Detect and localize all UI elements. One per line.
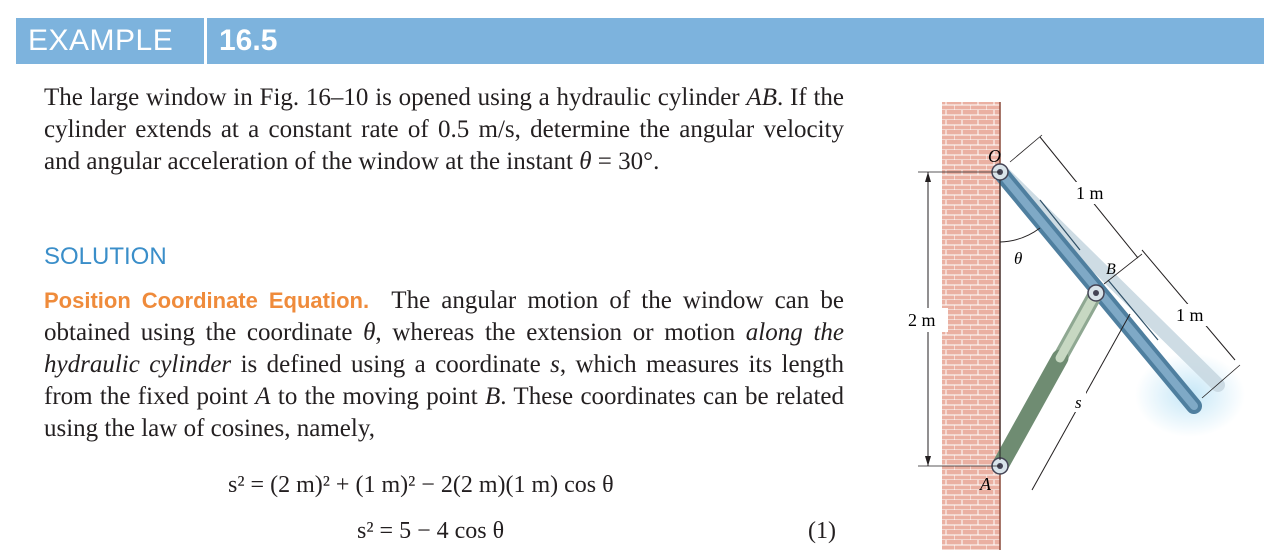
solution-heading: SOLUTION [44, 243, 167, 270]
label-dim-height: 2 m [908, 310, 936, 330]
label-B: B [1106, 261, 1116, 278]
label-A: A [980, 474, 991, 494]
example-number: 16.5 [219, 24, 278, 57]
header-separator [204, 18, 207, 64]
label-dim-upper: 1 m [1076, 183, 1104, 203]
example-header [16, 18, 1264, 64]
label-theta: θ [1014, 249, 1023, 268]
equation-number: (1) [808, 518, 836, 544]
dimension-ext [1010, 135, 1042, 162]
section-run-in-heading: Position Coordinate Equation. [44, 288, 370, 313]
window-mechanism-figure [890, 90, 1264, 550]
brick-wall [942, 102, 1000, 550]
label-O: O [988, 146, 1001, 166]
equation-simplified: s² = 5 − 4 cos θ [357, 518, 505, 544]
example-label: EXAMPLE [28, 24, 174, 57]
problem-statement: The large window in Fig. 16–10 is opened using a hydraulic cylinder AB. If the cylinder extends at a constant rate of 0.5 m/s, determine the angular velocity and angular acceleration of the window at the instant θ = 30°. [44, 84, 844, 175]
figure-svg [890, 90, 1264, 550]
equation-law-of-cosines: s² = (2 m)² + (1 m)² − 2(2 m)(1 m) cos θ [228, 472, 614, 498]
solution-paragraph: Position Coordinate Equation. The angular motion of the window can be obtained using the coordinate θ, whereas the extension or motion along the hydraulic cylinder is defined using a coordinate s, which measures its length from the fixed point A to the moving point B. These coordinates can be related using the law of cosines, namely, [44, 287, 844, 442]
pin-B-center [1093, 290, 1099, 296]
hydraulic-cylinder-barrel [1000, 358, 1060, 466]
theta-arc [1000, 228, 1040, 242]
label-s: s [1075, 393, 1082, 412]
arrowhead [925, 172, 931, 182]
hydraulic-piston-rod [1060, 293, 1096, 358]
label-dim-lower: 1 m [1176, 305, 1204, 325]
arrowhead [925, 456, 931, 466]
